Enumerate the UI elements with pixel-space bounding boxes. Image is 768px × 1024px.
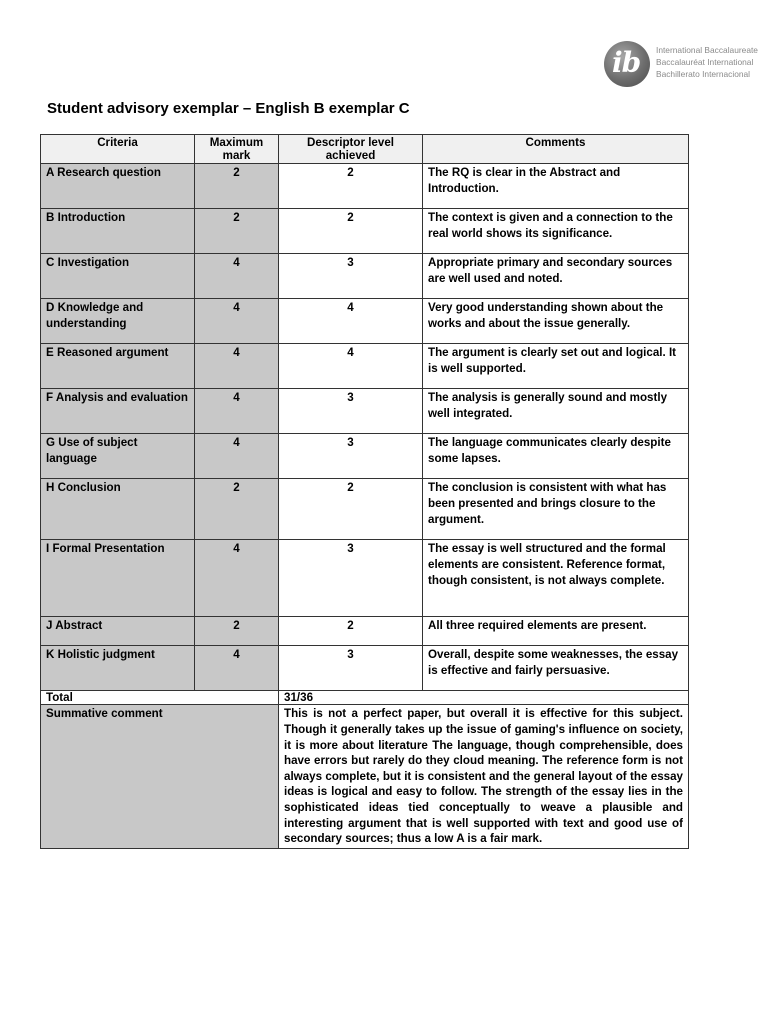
column-header-comments: Comments — [423, 135, 689, 164]
column-header-max-mark: Maximum mark — [195, 135, 279, 164]
logo-line-es: Bachillerato Internacional — [656, 69, 751, 79]
comment-cell: The essay is well structured and the formal elements are consistent. Reference format, though consistent, is not always complete. — [423, 540, 689, 617]
criterion-cell: G Use of subject language — [41, 434, 195, 479]
summative-comment: This is not a perfect paper, but overall it is effective for this subject. Though it generally takes up the issue of gaming's influence on society, it is more about literature The language, though comprehensible, does have errors but rarely do they cloud meaning. The reference form is not always complete, but it is consistent and the general layout of the essay ideas is logical and easy to follow. The strength of the essay lies in the sophisticated ideas tied conceptually to weave a plausible and interesting argument that is well supported with text and good use of secondary sources; thus a low A is a fair mark. — [279, 705, 689, 848]
document-title: Student advisory exemplar – English B exemplar C — [47, 100, 410, 117]
comment-cell: The RQ is clear in the Abstract and Introduction. — [423, 164, 689, 209]
ib-logo — [604, 41, 768, 87]
level-cell: 2 — [279, 164, 423, 209]
ib-logo-text — [656, 44, 768, 80]
max-mark-cell: 4 — [195, 344, 279, 389]
max-mark-cell: 4 — [195, 646, 279, 691]
logo-line-en: International Baccalaureate — [656, 45, 758, 55]
column-header-criteria: Criteria — [41, 135, 195, 164]
table-row — [41, 209, 689, 254]
level-cell: 3 — [279, 254, 423, 299]
criterion-cell: A Research question — [41, 164, 195, 209]
total-value: 31/36 — [279, 691, 689, 705]
max-mark-cell: 2 — [195, 479, 279, 540]
summative-row — [41, 705, 689, 848]
criterion-cell: C Investigation — [41, 254, 195, 299]
table-row — [41, 434, 689, 479]
total-row — [41, 691, 689, 705]
criterion-cell: D Knowledge and understanding — [41, 299, 195, 344]
table-row — [41, 479, 689, 540]
level-cell: 3 — [279, 434, 423, 479]
total-label: Total — [41, 691, 279, 705]
criterion-cell: J Abstract — [41, 617, 195, 646]
table-header-row — [41, 135, 689, 164]
max-mark-cell: 4 — [195, 254, 279, 299]
max-mark-cell: 4 — [195, 389, 279, 434]
comment-cell: The conclusion is consistent with what has been presented and brings closure to the argument. — [423, 479, 689, 540]
logo-line-fr: Baccalauréat International — [656, 57, 754, 67]
table-row — [41, 344, 689, 389]
max-mark-cell: 4 — [195, 434, 279, 479]
level-cell: 4 — [279, 299, 423, 344]
table-row — [41, 299, 689, 344]
level-cell: 3 — [279, 646, 423, 691]
comment-cell: The context is given and a connection to the real world shows its significance. — [423, 209, 689, 254]
criterion-cell: E Reasoned argument — [41, 344, 195, 389]
criterion-cell: H Conclusion — [41, 479, 195, 540]
comment-cell: Appropriate primary and secondary sources are well used and noted. — [423, 254, 689, 299]
max-mark-cell: 4 — [195, 299, 279, 344]
max-mark-cell: 4 — [195, 540, 279, 617]
table-row — [41, 540, 689, 617]
criterion-cell: I Formal Presentation — [41, 540, 195, 617]
summative-label: Summative comment — [41, 705, 279, 848]
comment-cell: The language communicates clearly despite some lapses. — [423, 434, 689, 479]
criterion-cell: F Analysis and evaluation — [41, 389, 195, 434]
table-row — [41, 389, 689, 434]
level-cell: 4 — [279, 344, 423, 389]
criterion-cell: K Holistic judgment — [41, 646, 195, 691]
criterion-cell: B Introduction — [41, 209, 195, 254]
level-cell: 3 — [279, 389, 423, 434]
ib-logo-mark — [604, 41, 650, 87]
comment-cell: The argument is clearly set out and logical. It is well supported. — [423, 344, 689, 389]
comment-cell: Overall, despite some weaknesses, the essay is effective and fairly persuasive. — [423, 646, 689, 691]
comment-cell: Very good understanding shown about the works and about the issue generally. — [423, 299, 689, 344]
table-row — [41, 646, 689, 691]
level-cell: 2 — [279, 617, 423, 646]
level-cell: 2 — [279, 209, 423, 254]
comment-cell: All three required elements are present. — [423, 617, 689, 646]
max-mark-cell: 2 — [195, 209, 279, 254]
level-cell: 3 — [279, 540, 423, 617]
level-cell: 2 — [279, 479, 423, 540]
comment-cell: The analysis is generally sound and mostly well integrated. — [423, 389, 689, 434]
max-mark-cell: 2 — [195, 617, 279, 646]
column-header-descriptor-level: Descriptor level achieved — [279, 135, 423, 164]
table-row — [41, 254, 689, 299]
ib-logo-letters: ib — [612, 46, 641, 79]
assessment-table — [40, 134, 689, 849]
table-row — [41, 164, 689, 209]
table-row — [41, 617, 689, 646]
max-mark-cell: 2 — [195, 164, 279, 209]
